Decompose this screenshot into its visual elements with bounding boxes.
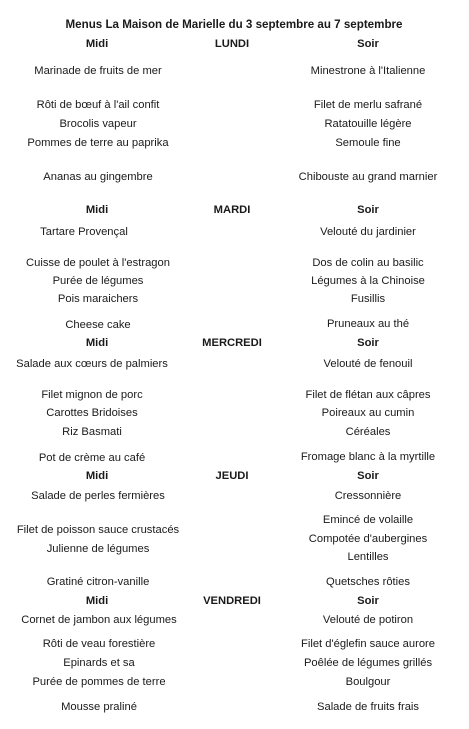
soir-dish: Quetsches rôties <box>326 576 410 588</box>
midi-dish: Riz Basmati <box>62 426 122 438</box>
soir-dish: Poêlée de légumes grillés <box>303 657 433 669</box>
midi-dish: Pommes de terre au paprika <box>27 137 169 149</box>
day-label: MERCREDI <box>202 337 262 349</box>
soir-dish: Velouté du jardinier <box>320 226 416 238</box>
soir-dish: Ratatouille légère <box>324 118 412 130</box>
midi-dish: Gratiné citron-vanille <box>46 576 150 588</box>
page-title: Menus La Maison de Marielle du 3 septembre au 7 septembre <box>65 18 403 31</box>
midi-dish: Epinards et sa <box>63 657 135 669</box>
midi-dish: Tartare Provençal <box>40 226 128 238</box>
soir-dish: Filet de merlu safrané <box>313 99 423 111</box>
soir-dish: Velouté de fenouil <box>323 358 413 370</box>
midi-header: Midi <box>85 595 109 607</box>
midi-dish: Brocolis vapeur <box>59 118 137 130</box>
midi-dish: Purée de pommes de terre <box>32 676 166 688</box>
soir-dish: Fusillis <box>350 293 386 305</box>
midi-dish: Filet de poisson sauce crustacés <box>16 524 180 536</box>
midi-dish: Rôti de bœuf à l'ail confit <box>36 99 160 111</box>
soir-dish: Salade de fruits frais <box>317 701 419 713</box>
midi-dish: Pot de crème au café <box>38 452 146 464</box>
soir-dish: Céréales <box>345 426 391 438</box>
soir-dish: Minestrone à l'Italienne <box>310 65 426 77</box>
midi-dish: Salade aux cœurs de palmiers <box>16 358 168 370</box>
soir-dish: Boulgour <box>345 676 391 688</box>
midi-header: Midi <box>85 38 109 50</box>
midi-header: Midi <box>85 337 109 349</box>
midi-dish: Marinade de fruits de mer <box>34 65 162 77</box>
soir-header: Soir <box>357 204 379 216</box>
midi-dish: Rôti de veau forestière <box>42 638 156 650</box>
midi-header: Midi <box>85 204 109 216</box>
midi-dish: Cornet de jambon aux légumes <box>21 614 177 626</box>
day-label: MARDI <box>213 204 251 216</box>
soir-dish: Semoule fine <box>335 137 401 149</box>
soir-dish: Velouté de potiron <box>322 614 414 626</box>
soir-dish: Chibouste au grand marnier <box>298 171 438 183</box>
midi-dish: Salade de perles fermières <box>31 490 165 502</box>
midi-dish: Carottes Bridoises <box>46 407 138 419</box>
soir-dish: Fromage blanc à la myrtille <box>300 451 436 463</box>
soir-dish: Filet de flétan aux câpres <box>305 389 431 401</box>
soir-dish: Lentilles <box>347 551 389 563</box>
midi-dish: Pois maraichers <box>57 293 139 305</box>
midi-dish: Filet mignon de porc <box>41 389 143 401</box>
midi-dish: Ananas au gingembre <box>43 171 153 183</box>
soir-dish: Cressonnière <box>334 490 402 502</box>
day-label: JEUDI <box>215 470 249 482</box>
soir-header: Soir <box>357 38 379 50</box>
soir-header: Soir <box>357 595 379 607</box>
soir-header: Soir <box>357 470 379 482</box>
soir-dish: Compotée d'aubergines <box>308 533 428 545</box>
soir-dish: Filet d'églefin sauce aurore <box>301 638 435 650</box>
soir-dish: Pruneaux au thé <box>326 318 410 330</box>
soir-header: Soir <box>357 337 379 349</box>
midi-dish: Mousse praliné <box>61 701 137 713</box>
day-label: VENDREDI <box>203 595 261 607</box>
midi-dish: Cheese cake <box>65 319 131 331</box>
midi-dish: Julienne de légumes <box>46 543 150 555</box>
soir-dish: Légumes à la Chinoise <box>311 275 425 287</box>
midi-header: Midi <box>85 470 109 482</box>
midi-dish: Cuisse de poulet à l'estragon <box>26 257 170 269</box>
soir-dish: Dos de colin au basilic <box>312 257 424 269</box>
day-label: LUNDI <box>214 38 250 50</box>
soir-dish: Emincé de volaille <box>322 514 414 526</box>
midi-dish: Purée de légumes <box>52 275 144 287</box>
soir-dish: Poireaux au cumin <box>321 407 415 419</box>
